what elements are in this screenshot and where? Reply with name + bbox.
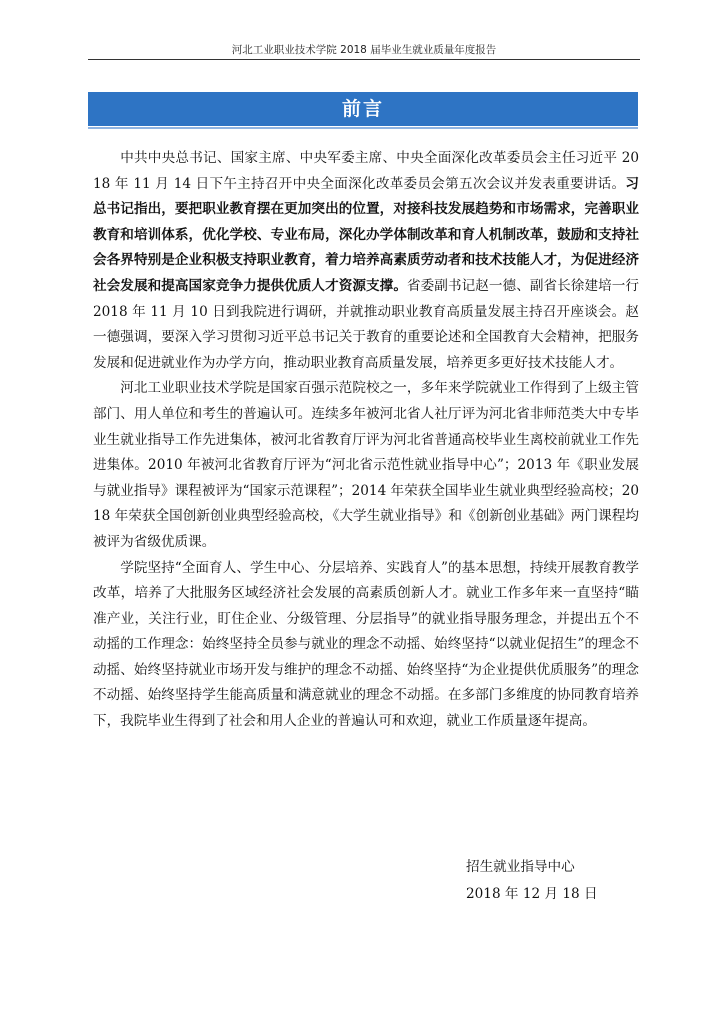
- paragraph-1-intro: 中共中央总书记、国家主席、中央军委主席、中央全面深化改革委员会主任习近平 2018 年 11 月 14 日下午主持召开中央全面深化改革委员会第五次会议并发表重要讲话。: [93, 150, 639, 192]
- paragraph-1-emphasis: 习总书记指出，要把职业教育摆在更加突出的位置，对接科技发展趋势和市场需求，完善职业教育和培训体系，优化学校、专业布局，深化办学体制改革和育人机制改革，鼓励和支持社会各界特别是企业积极支持职业教育，着力培养高素质劳动者和技术技能人才，为促进经济社会发展和提高国家竞争力提供优质人才资源支撑。: [93, 175, 639, 294]
- header-divider: [88, 59, 640, 60]
- paragraph-1: [93, 146, 639, 376]
- paragraph-2: 河北工业职业技术学院是国家百强示范院校之一，多年来学院就业工作得到了上级主管部门、用人单位和考生的普遍认可。连续多年被河北省人社厅评为河北省非师范类大中专毕业生就业指导工作先进集体，被河北省教育厅评为河北省普通高校毕业生离校前就业工作先进集体。2010 年被河北省教育厅评为“河北省示范性就业指导中心”；2013 年《职业发展与就业指导》课程被评为“国家示范课程”；2014 年荣获全国毕业生就业典型经验高校；2018 年荣获全国创新创业典型经验高校，《大学生就业指导》和《创新创业基础》两门课程均被评为省级优质课。: [93, 380, 639, 550]
- signature-date: 2018 年 12 月 18 日: [466, 886, 598, 902]
- signature-org: 招生就业指导中心: [466, 859, 575, 875]
- paragraph-3: 学院坚持“全面育人、学生中心、分层培养、实践育人”的基本思想，持续开展教育教学改革，培养了大批服务区域经济社会发展的高素质创新人才。就业工作多年来一直坚持“瞄准产业，关注行业，盯住企业、分级管理、分层指导”的就业指导服务理念，并提出五个不动摇的工作理念：始终坚持全员参与就业的理念不动摇、始终坚持“以就业促招生”的理念不动摇、始终坚持就业市场开发与维护的理念不动摇、始终坚持“为企业提供优质服务”的理念不动摇、始终坚持学生能高质量和满意就业的理念不动摇。在多部门多维度的协同教育培养下，我院毕业生得到了社会和用人企业的普遍认可和欢迎，就业工作质量逐年提高。: [93, 559, 639, 730]
- preface-body: [93, 146, 639, 735]
- section-title: 前言: [88, 92, 638, 126]
- signature-block: [466, 854, 636, 908]
- paragraph-1-rest: 省委副书记赵一德、副省长徐建培一行 2018 年 11 月 10 日到我院进行调研，并就推动职业教育高质量发展主持召开座谈会。赵一德强调，要深入学习贯彻习近平总书记关于教育的重要论述和全国教育大会精神，把服务发展和促进就业作为办学方向，推动职业教育高质量发展，培养更多更好技术技能人才。: [93, 277, 640, 371]
- page-header: 河北工业职业技术学院 2018 届毕业生就业质量年度报告: [231, 44, 497, 56]
